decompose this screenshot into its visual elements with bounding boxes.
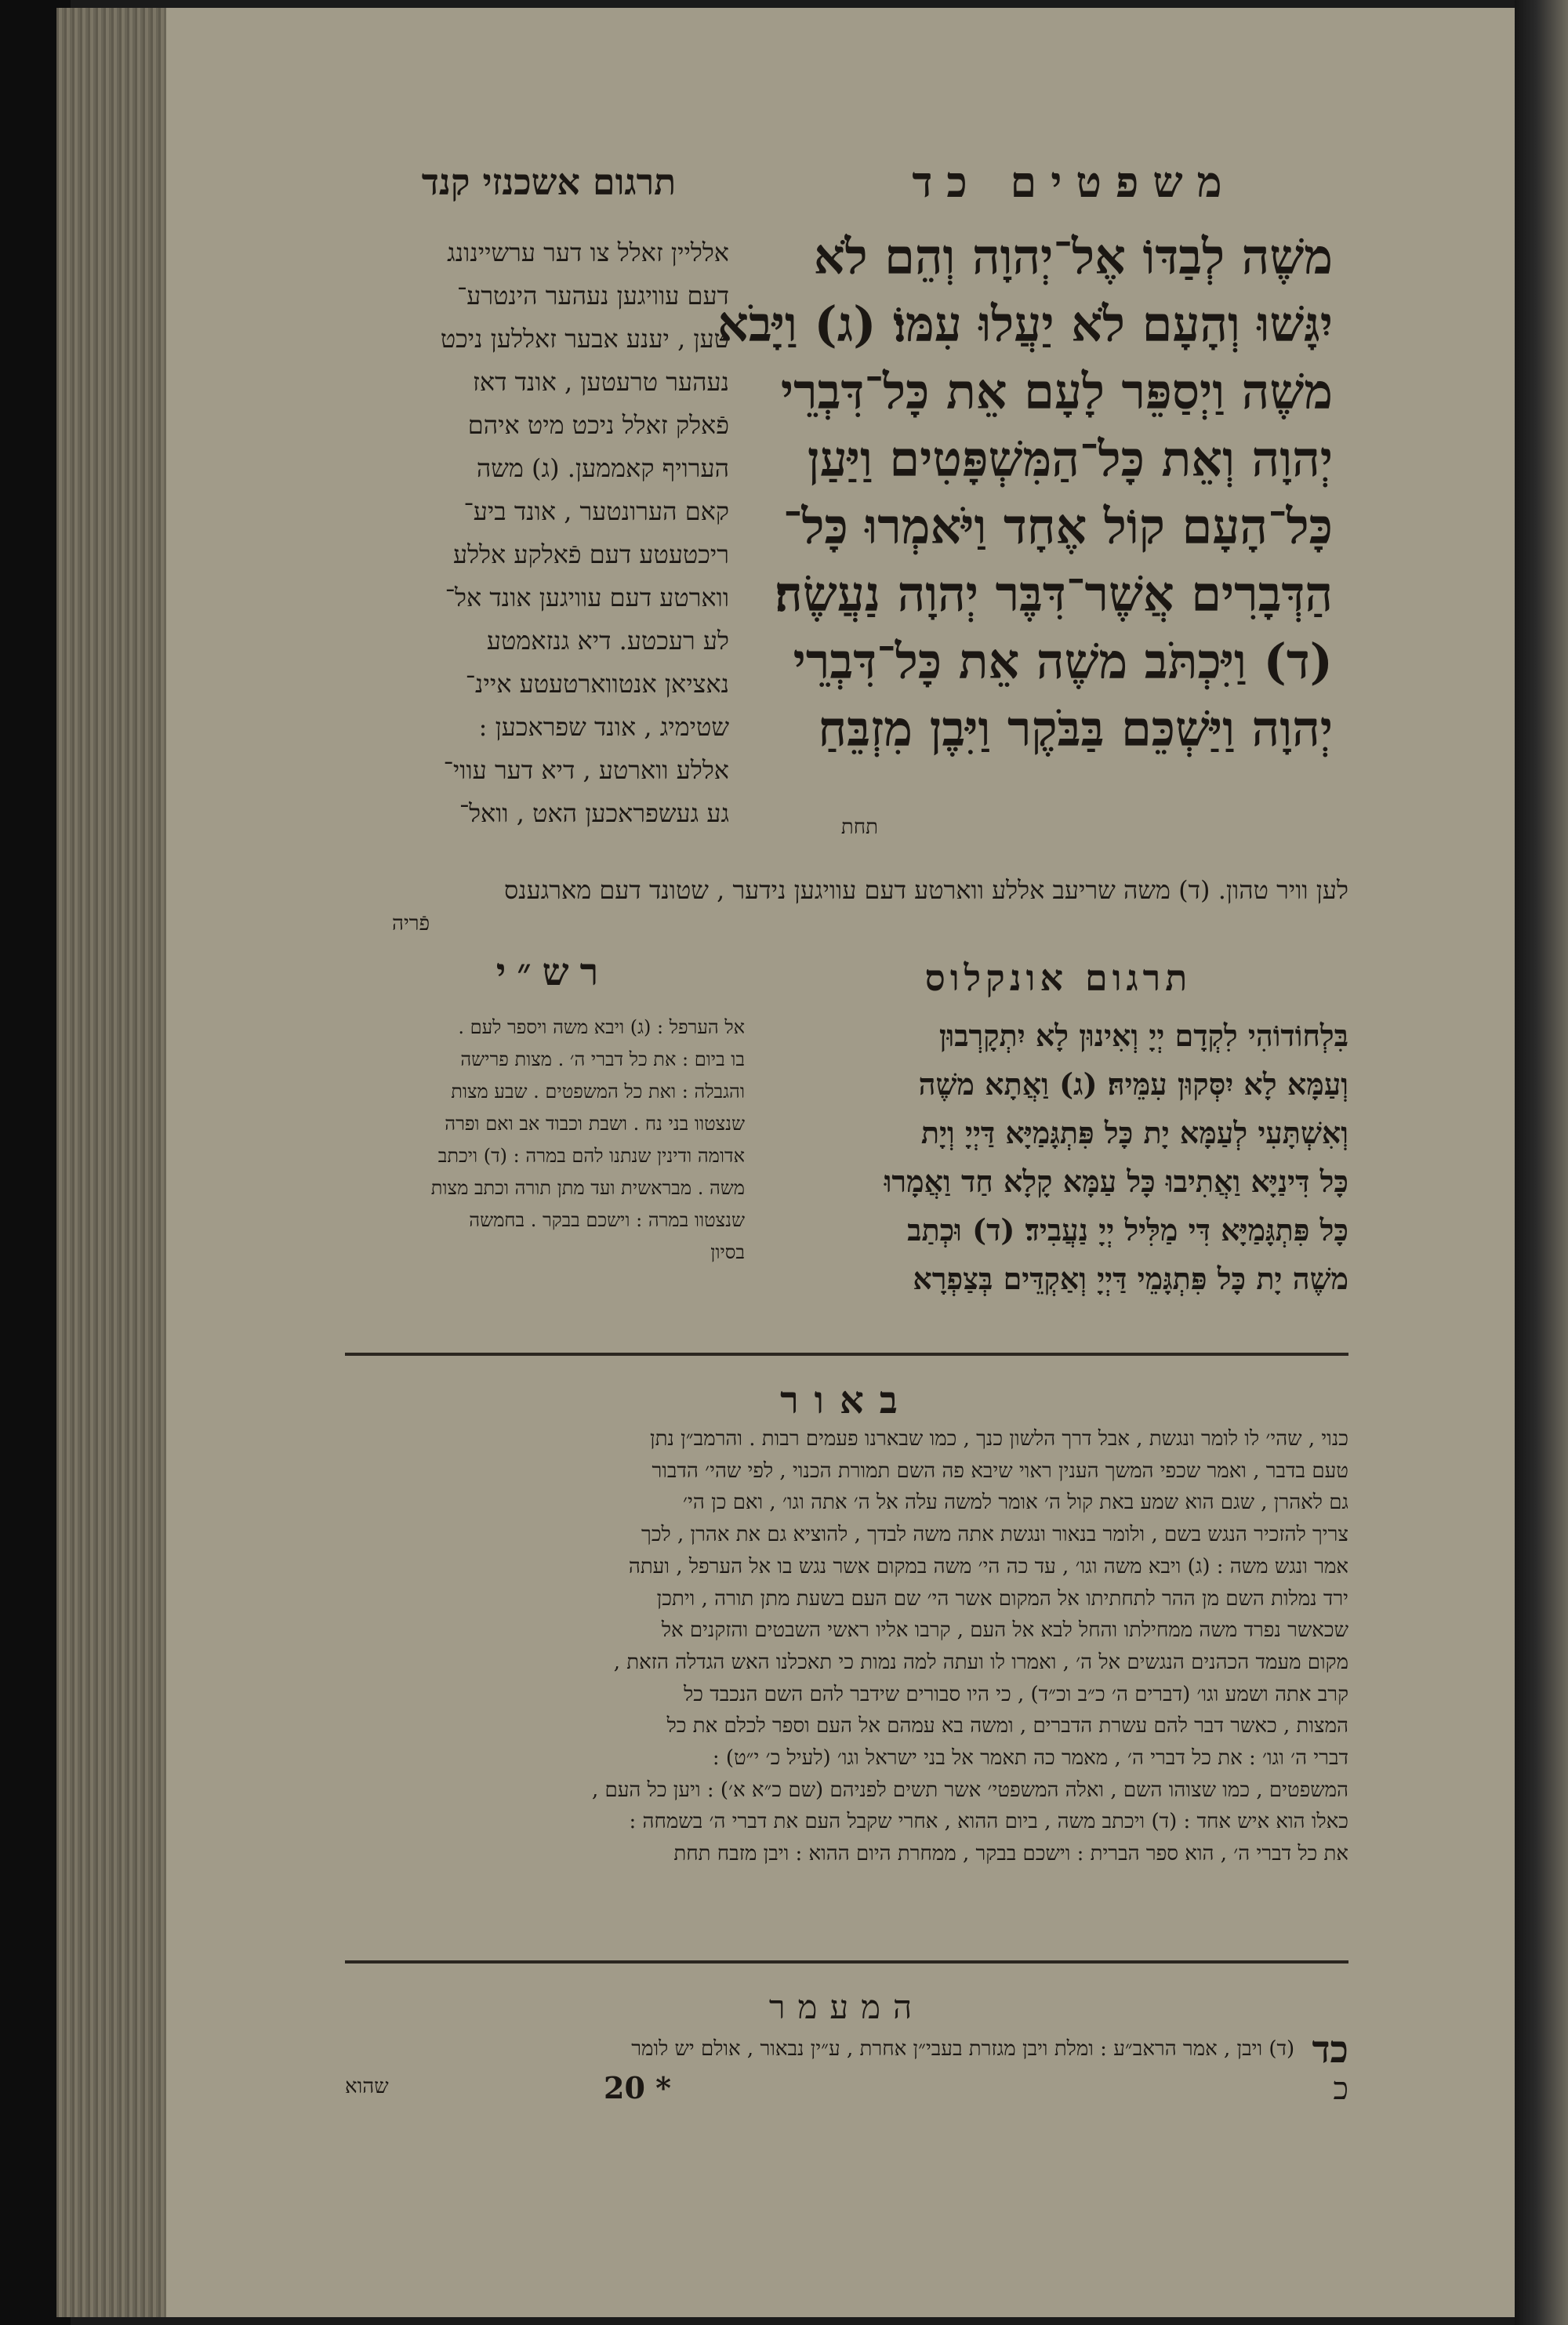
torah-line: (ד) וַיִּכְתֹּב משֶׁה אֵת כָּל־דִּבְרֵי (793, 633, 1333, 690)
yiddish-line: נאציאן אנטווארטעטע איינ־ (465, 669, 729, 699)
rashi-line: בסיון (710, 1241, 745, 1263)
biur-line: המשפטים , כמו שצוהו השם , ואלה המשפטי׳ אשר תשים לפניהם (שם כ״א א׳) : ויען כל העם , (591, 1778, 1348, 1802)
page-number: 20 * (604, 2070, 671, 2105)
torah-line: משֶׁה לְבַדּוֹ אֶל־יְהוָה וְהֵם לֹא (813, 228, 1333, 285)
hameamer-line: (ד) ויבן , אמר הראב״ע : ומלת ויבן מגזרת בעבי״ן אחרת , ע״ין נבאור , אולם יש לומר (631, 2037, 1295, 2061)
biur-line: ירד נמלות השם מן ההר לתחתיתו אל המקום אשר הי׳ שם העם בשעת מתן תורה , ויתכן (656, 1586, 1348, 1611)
yiddish-continuation (345, 874, 1348, 939)
yiddish-line: פֿאלק זאלל ניכט מיט איהם (467, 410, 729, 440)
signature-mark: כ (1333, 2071, 1348, 2107)
biur-line: גם לאהרן , שגם הוא שמע באת קול ה׳ אומר למשה עלה אל ה׳ אתה וגו׳ , ואם כן הי׳ (683, 1491, 1348, 1515)
rashi-line: שנצטוו בני נח . ושבת וכבוד אב ואם ופרה (445, 1113, 745, 1135)
rashi-line: בו ביום : את כל דברי ה׳ . מצות פרישה (460, 1048, 745, 1070)
onkelos-header: תרגום אונקלוס (924, 957, 1192, 999)
hameamer-header: המעמר (768, 1988, 925, 2026)
yiddish-line: גע געשפראכען האט , וואל־ (459, 798, 729, 828)
page-footer (345, 2070, 1348, 2109)
torah-line: משֶׁה וַיְסַפֵּר לָעָם אֵת כָּל־דִּבְרֵי (780, 363, 1333, 420)
biur-line: קרב אתה ושמע וגו׳ (דברים ה׳ כ״ב וכ״ד) , כי היו סבורים שידבר להם השם הנכבד כל (684, 1682, 1348, 1706)
section-divider (345, 1960, 1348, 1964)
biur-line: צריך להזכיר הנגש בשם , ולומר בנאור ונגשת אתה משה לבדך , להוציא גם את אהרן , לכך (641, 1523, 1348, 1547)
biur-line: טעם בדבר , ואמר שכפי המשך הענין ראוי שיבא פה השם תמורת הכנוי , לפי שהי׳ הדבור (652, 1459, 1348, 1483)
torah-line: כָּל־הָעָם קוֹל אֶחָד וַיֹּאמְרוּ כָּל־ (782, 498, 1333, 555)
onkelos-line: בִּלְחוֹדוֹהִי לִקְדָם יְיָ וְאִינוּן לָא יִתְקָרְבוּן (938, 1018, 1348, 1053)
rashi-line: אל הערפל : (ג) ויבא משה ויספר לעם . (458, 1016, 745, 1038)
biur-line: אמר ונגש משה : (ג) ויבא משה וגו׳ , עד כה הי׳ משה במקום אשר נגש בו אל הערפל , ועתה (628, 1554, 1348, 1578)
section-divider (345, 1353, 1348, 1356)
yiddish-line: אלליין זאלל צו דער ערשיינונג (447, 238, 729, 267)
targum-ashkenazi-header: תרגום אשכנזי קנד (421, 161, 677, 203)
torah-line: יְהוָה וַיַּשְׁכֵּם בַּבֹּקֶר וַיִּבֶן מִזְבֵּחַ (818, 700, 1333, 757)
biur-line: כאלו הוא איש אחד : (ד) ויכתב משה , ביום ההוא , אחרי שקבל העם את דברי ה׳ בשמחה : (629, 1810, 1348, 1834)
onkelos-line: וְעַמָּא לָא יִסְּקוּן עִמֵּיהּ׃ (ג) וַאֲתָא משֶׁה (918, 1066, 1348, 1102)
torah-catchword: תחת (840, 816, 878, 839)
biur-text-block (345, 1423, 1348, 1870)
hameamer-text (345, 2028, 1348, 2072)
yiddish-translation-block (345, 231, 729, 835)
rashi-line: שנצטוו במרה : וישכם בבקר . בחמשה (469, 1209, 745, 1231)
biur-line: המצות , כאשר דבר להם עשרת הדברים , ומשה בא עמהם אל העם וספר לכלם את כל (666, 1714, 1348, 1738)
biur-line: דברי ה׳ וגו׳ : את כל דברי ה׳ , מאמר כה תאמר אל בני ישראל וגו׳ (לעיל כ׳ י״ט) : (712, 1746, 1348, 1771)
torah-line: הַדְּבָרִים אֲשֶׁר־דִּבֶּר יְהוָה נַעֲשֶׂה׃ (775, 565, 1333, 623)
onkelos-text-block (768, 1012, 1348, 1303)
yiddish-line: דעם עוויגען נעהער הינטרע־ (456, 281, 729, 311)
rashi-line: אדומה ודינין שנתנו להם במרה : (ד) ויכתב (437, 1145, 745, 1167)
rashi-line: משה . מבראשית ועד מתן תורה וכתב מצות (430, 1177, 745, 1199)
footer-catchword: שהוא (345, 2075, 389, 2098)
yiddish-catchword: פֿריה (392, 912, 430, 935)
page-fore-edge (56, 8, 166, 2317)
yiddish-line: אללע ווארטע , דיא דער עווי־ (443, 755, 729, 785)
biur-line: מקום מעמד הכהנים הנגשים אל ה׳ , ואמרו לו ועתה למה נמות כי תאכלנו האש הגדלה הזאת , (613, 1650, 1348, 1674)
onkelos-line: כָּל דִּינַיָּא וַאֲתִיבוּ כָּל עַמָּא קָלָא חַד וַאֲמָרוּ (884, 1164, 1348, 1199)
yiddish-line: ריכטעטע דעם פֿאלקע אללע (452, 539, 729, 569)
biur-line: את כל דברי ה׳ , הוא ספר הברית : וישכם בבקר , ממחרת היום ההוא : ויבן מזבח תחת (673, 1842, 1348, 1866)
rashi-text-block (345, 1012, 745, 1269)
yiddish-line: שטימיג , אונד שפראכען : (478, 712, 729, 742)
onkelos-line: משֶׁה יָת כָּל פִּתְגָּמֵי דַּיְיָ וְאַקְדֵּים בְּצַפְרָא (913, 1261, 1348, 1296)
rashi-line: והגבלה : ואת כל המשפטים . שבע מצות (451, 1081, 745, 1103)
torah-text-block (717, 223, 1333, 763)
biur-line: שכאשר נפרד משה ממחילתו והחל לבא אל העם , קרבו אליו ראשי השבטים והזקנים אל (661, 1618, 1348, 1643)
yiddish-line: לע רעכטע. דיא גנזאמטע (486, 626, 729, 656)
yiddish-line: נעהער טרעטען , אונד דאז (472, 367, 729, 397)
yiddish-line: ווארטע דעם עוויגען אונד אל־ (445, 583, 729, 612)
biur-header: באור (780, 1379, 913, 1422)
yiddish-line: טען , יענע אבער זאללען ניכט (440, 324, 729, 354)
rashi-header: רש״י (495, 950, 610, 994)
torah-line: יִגָּשׁוּ וְהָעָם לֹא יַעֲלוּ עִמּוֹ׃ (ג) וַיָּבֹא (717, 296, 1333, 353)
book-gutter (1515, 0, 1568, 2325)
yiddish-line: הערויף קאממען. (ג) משה (476, 453, 729, 483)
yiddish-line: קאם הערונטער , אונד ביע־ (463, 496, 729, 526)
torah-line: יְהוָה וְאֵת כָּל־הַמִּשְׁפָּטִים וַיַּעַן (807, 430, 1333, 488)
yiddish-cont-line: לען וויר טהון. (ד) משה שריעב אללע ווארטע דעם עוויגען נידער , שטונד דעם מארגענס (503, 875, 1348, 905)
onkelos-line: וְאִשְׁתָּעִי לְעַמָּא יָת כָּל פִּתְגָּמַיָּא דַּיְיָ וְיָת (920, 1115, 1348, 1150)
parasha-header: משפטים כד (912, 157, 1236, 207)
hameamer-chapter: כד (1312, 2028, 1348, 2072)
onkelos-line: כָּל פִּתְגָּמַיָּא דִּי מַלִּיל יְיָ נַעֲבִיד׃ (ד) וּכְתַב (907, 1212, 1348, 1248)
biur-line: כנוי , שהי׳ לו לומר ונגשת , אבל דרך הלשון כנך , כמו שבארנו פעמים רבות . והרמב״ן נתן (649, 1427, 1348, 1451)
